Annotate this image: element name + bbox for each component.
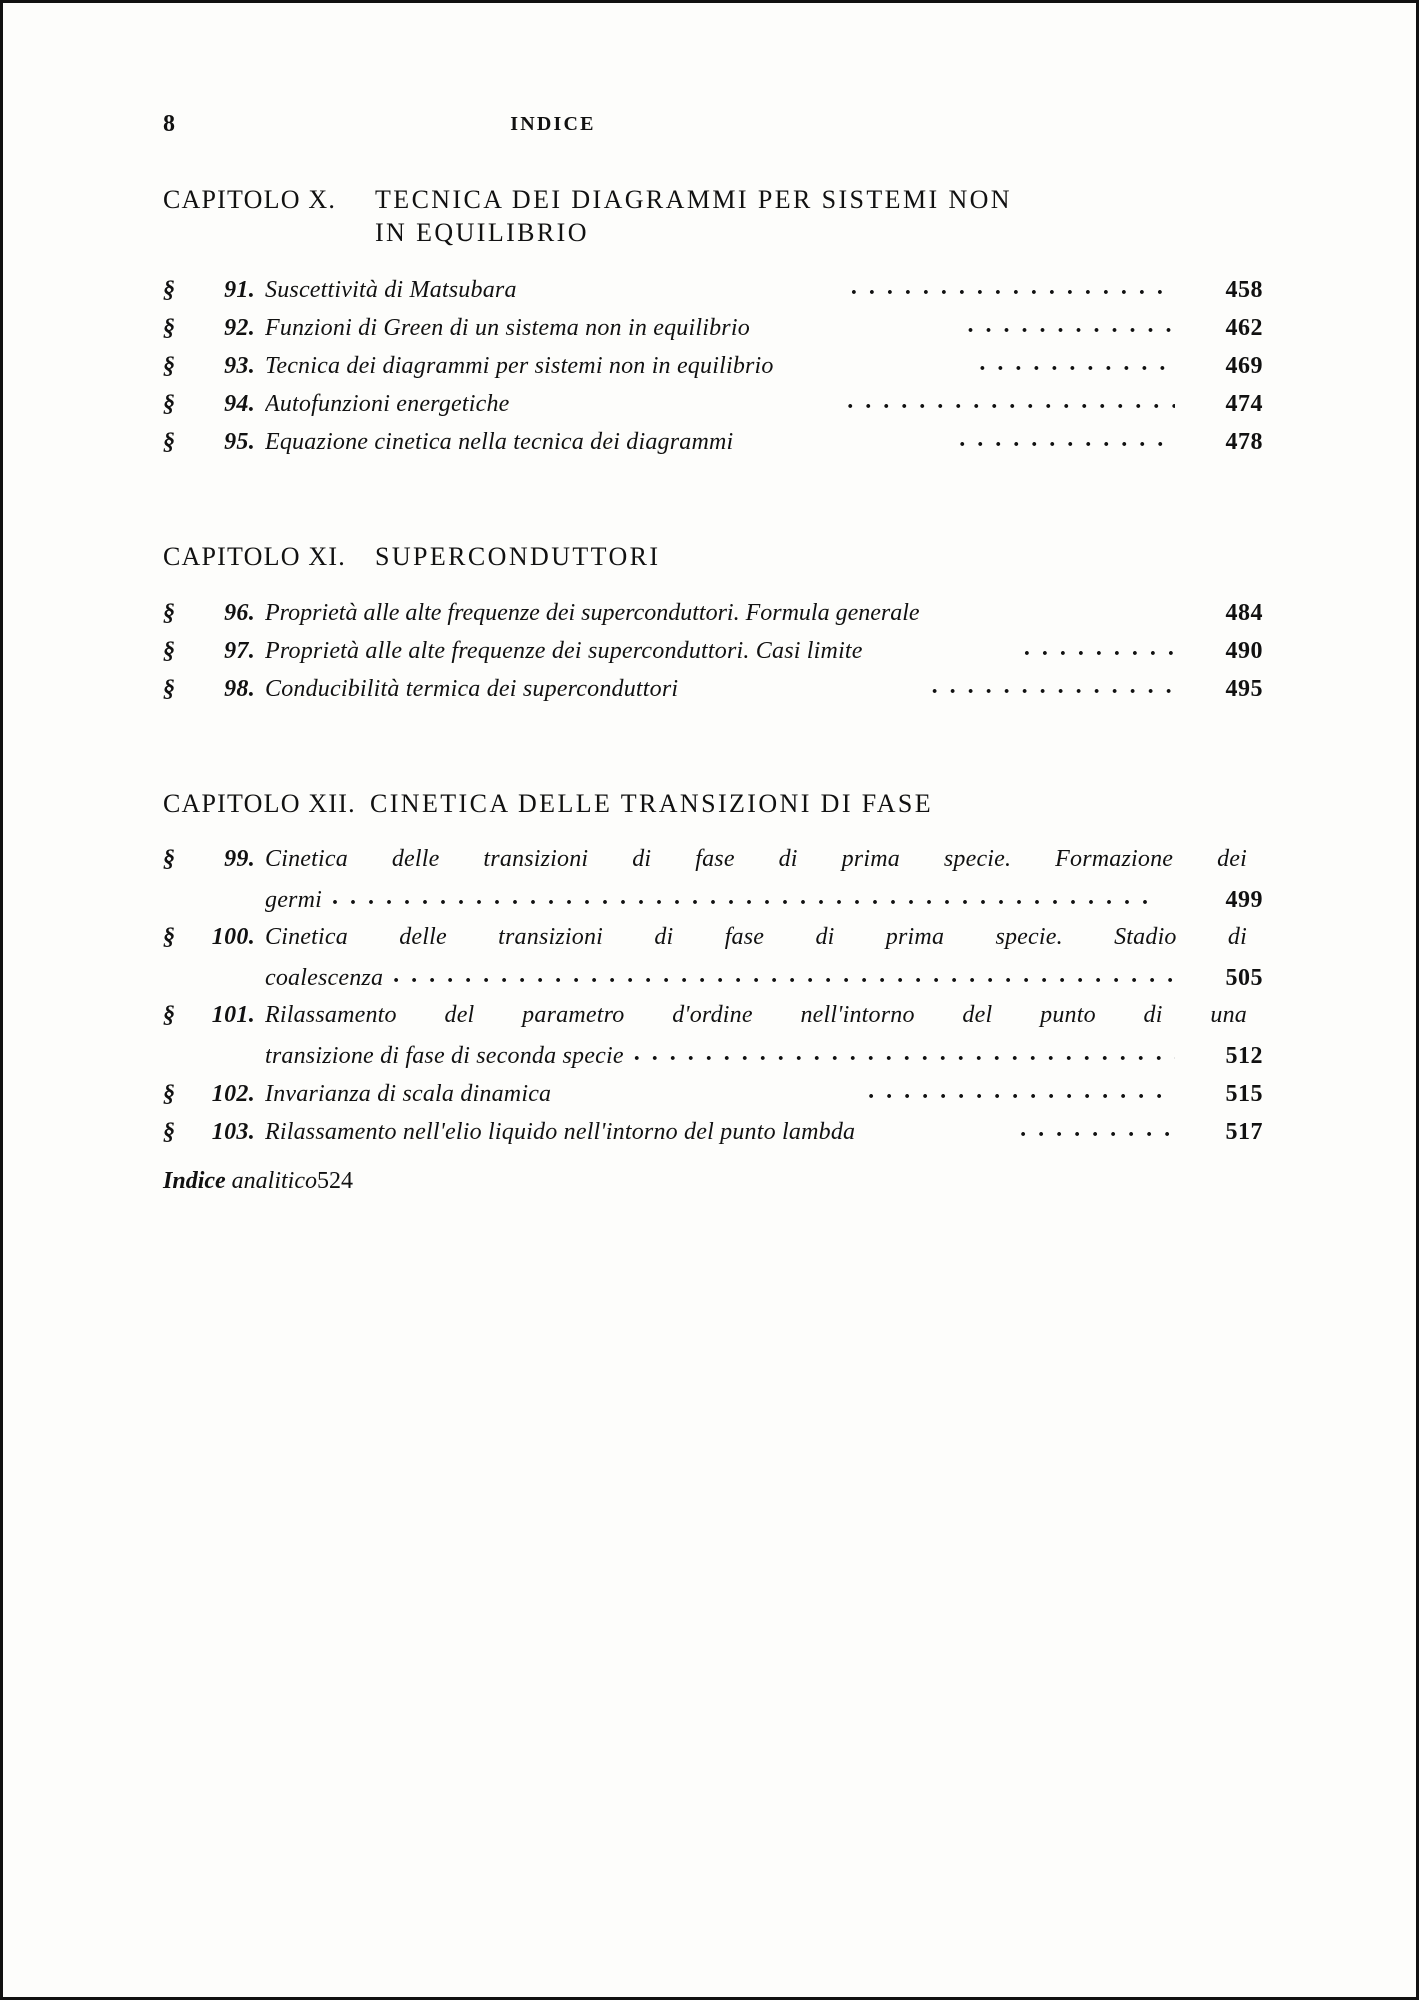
section-title: Cinetica delle transizioni di fase di prima specie. Stadio di	[265, 925, 1247, 950]
chapter-heading	[163, 540, 1263, 573]
section-title: Suscettività di Matsubara	[265, 277, 517, 302]
toc-entry-line1	[163, 1003, 1263, 1027]
section-mark-icon: §	[163, 1081, 175, 1108]
toc-entry[interactable]	[163, 1003, 1263, 1068]
page-folio: 8	[163, 111, 176, 137]
section-number: 97.	[224, 637, 255, 664]
section-mark-icon: §	[163, 846, 175, 873]
dot-leader	[851, 277, 1175, 297]
section-mark-icon: §	[163, 1119, 175, 1146]
page-number: 512	[1225, 1043, 1263, 1070]
section-mark-icon: §	[163, 637, 175, 664]
dot-leader	[847, 391, 1175, 411]
section-title: Rilassamento del parametro d'ordine nell'intorno del punto di una	[265, 1003, 1247, 1028]
page-number: 490	[1225, 637, 1264, 664]
toc-entry[interactable]	[163, 925, 1263, 990]
section-title: Proprietà alle alte frequenze dei superconduttori. Formula generale	[265, 600, 920, 625]
dot-leader	[967, 315, 1175, 335]
analytic-index-label-rest: analitico	[231, 1168, 317, 1195]
page-number: 505	[1225, 965, 1263, 992]
dot-leader	[1024, 638, 1175, 658]
section-title: Funzioni di Green di un sistema non in equilibrio	[265, 315, 750, 340]
chapter-title: SUPERCONDUTTORI	[375, 541, 661, 571]
section-title-continuation: transizione di fase di seconda specie	[265, 1043, 624, 1070]
section-title-continuation: coalescenza	[265, 965, 384, 992]
toc-entry[interactable]	[163, 277, 1263, 302]
page-number: 495	[1225, 675, 1263, 702]
toc-entry[interactable]	[163, 1081, 1263, 1106]
toc-entry-line1	[163, 847, 1263, 871]
dot-leader	[634, 1043, 1175, 1063]
chapter-title: TECNICA DEI DIAGRAMMI PER SISTEMI NON	[375, 185, 1012, 214]
section-mark-icon: §	[163, 428, 175, 455]
section-number: 94.	[224, 390, 255, 417]
dot-leader	[332, 887, 1175, 907]
chapter-label: CAPITOLO XI.	[163, 541, 346, 571]
section-number: 101.	[211, 1002, 255, 1029]
section-mark-icon: §	[163, 276, 175, 303]
page-number: 524	[317, 1168, 353, 1195]
toc-entry[interactable]	[163, 600, 1263, 625]
analytic-index-label-bold: Indice	[163, 1168, 226, 1195]
section-title: Rilassamento nell'elio liquido nell'intorno del punto lambda	[265, 1120, 856, 1145]
toc-entry-line2	[163, 887, 1263, 912]
toc-entry-line2	[163, 965, 1263, 990]
toc-entry[interactable]	[163, 1119, 1263, 1144]
chapter-label: CAPITOLO XII.	[163, 788, 356, 818]
toc-entry[interactable]	[163, 847, 1263, 912]
section-mark-icon: §	[163, 390, 175, 417]
toc-entry[interactable]	[163, 315, 1263, 340]
section-title: Autofunzioni energetiche	[265, 391, 510, 416]
section-title: Invarianza di scala dinamica	[265, 1082, 552, 1107]
chapter-title-line2: IN EQUILIBRIO	[375, 218, 589, 248]
toc-entry[interactable]	[163, 638, 1263, 663]
chapter-heading	[163, 787, 1263, 820]
analytic-index-entry[interactable]	[163, 1168, 1263, 1195]
section-title: Proprietà alle alte frequenze dei superconduttori. Casi limite	[265, 638, 863, 663]
analytic-index-label	[163, 1168, 317, 1195]
toc-entry[interactable]	[163, 391, 1263, 416]
section-number: 98.	[224, 675, 255, 702]
section-title: Tecnica dei diagrammi per sistemi non in equilibrio	[265, 353, 774, 378]
section-number: 102.	[211, 1081, 255, 1108]
page-sheet	[3, 3, 1416, 1997]
section-number: 95.	[224, 428, 255, 455]
section-number: 92.	[224, 314, 255, 341]
section-title: Equazione cinetica nella tecnica dei diagrammi	[265, 429, 734, 454]
page-number: 458	[1225, 276, 1263, 303]
chapter-spacer	[163, 701, 1263, 787]
heading-gap	[163, 250, 1263, 264]
toc-entry[interactable]	[163, 353, 1263, 378]
section-title-continuation: germi	[265, 887, 322, 914]
section-mark-icon: §	[163, 314, 175, 341]
dot-leader	[932, 676, 1175, 696]
chapter-block	[163, 183, 1263, 454]
page-number: 517	[1225, 1119, 1264, 1146]
dot-leader	[959, 429, 1175, 449]
section-mark-icon: §	[163, 599, 175, 626]
section-mark-icon: §	[163, 1002, 175, 1029]
page-number: 515	[1225, 1081, 1263, 1108]
chapter-label: CAPITOLO X.	[163, 185, 337, 214]
chapter-title: CINETICA DELLE TRANSIZIONI DI FASE	[370, 788, 934, 818]
dot-leader	[393, 965, 1175, 985]
toc-entry-line2	[163, 1043, 1263, 1068]
page-number: 474	[1225, 390, 1263, 417]
toc-entry[interactable]	[163, 676, 1263, 701]
heading-gap	[163, 573, 1263, 587]
section-number: 93.	[224, 352, 255, 379]
running-head	[163, 111, 1263, 141]
dot-leader	[979, 353, 1175, 373]
dot-leader	[868, 1081, 1175, 1101]
heading-gap	[163, 820, 1263, 834]
section-number: 103.	[211, 1119, 255, 1146]
section-title: Conducibilità termica dei superconduttori	[265, 676, 679, 701]
page-number: 499	[1225, 887, 1263, 914]
section-mark-icon: §	[163, 352, 175, 379]
toc-entry-line1	[163, 925, 1263, 949]
table-of-contents	[163, 183, 1263, 1195]
dot-leader	[1020, 1119, 1175, 1139]
running-head-title: INDICE	[510, 113, 596, 135]
section-title: Cinetica delle transizioni di fase di prima specie. Formazione dei	[265, 847, 1247, 872]
section-mark-icon: §	[163, 675, 175, 702]
section-number: 99.	[224, 846, 255, 873]
chapter-block	[163, 540, 1263, 701]
section-number: 96.	[224, 599, 255, 626]
page-number: 484	[1225, 599, 1263, 626]
section-number: 91.	[224, 276, 255, 303]
page-number: 478	[1225, 428, 1263, 455]
chapter-block	[163, 787, 1263, 1144]
chapter-heading	[163, 183, 1263, 216]
page-number: 462	[1225, 314, 1264, 341]
section-mark-icon: §	[163, 924, 175, 951]
page-number: 469	[1225, 352, 1263, 379]
section-number: 100.	[211, 924, 255, 951]
chapter-spacer	[163, 454, 1263, 540]
toc-entry[interactable]	[163, 429, 1263, 454]
